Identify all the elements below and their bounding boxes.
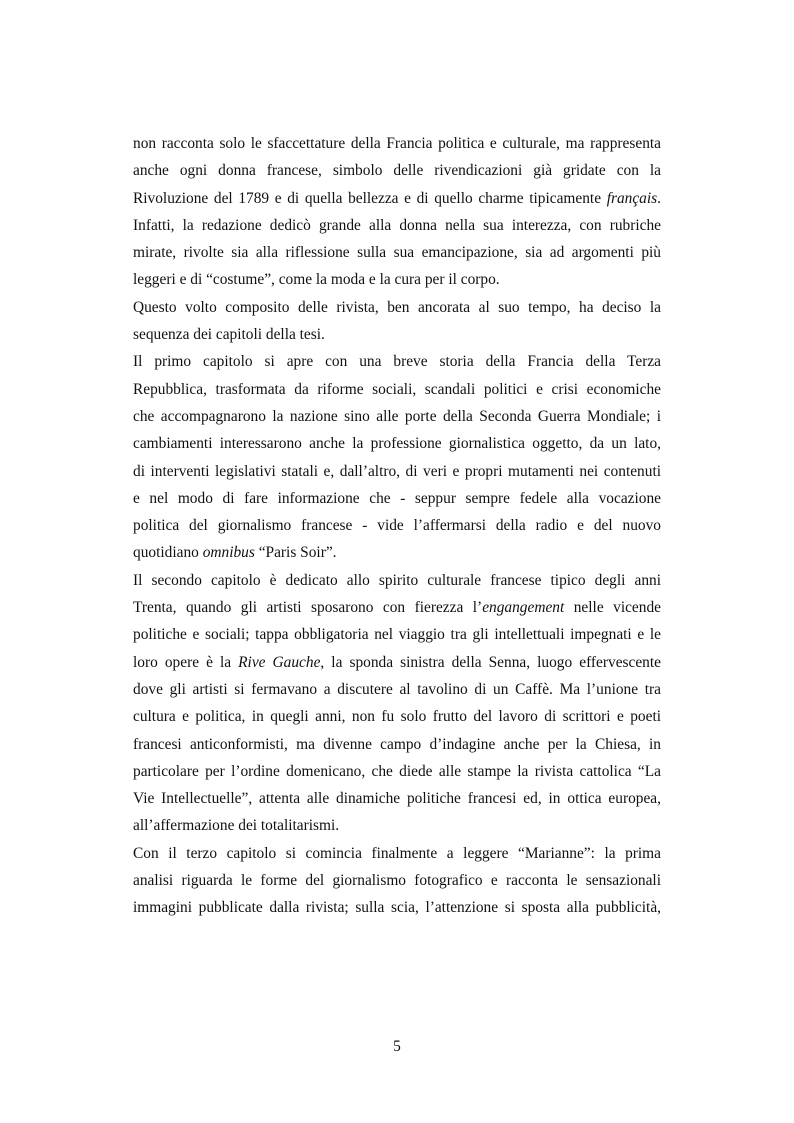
text-run: analisi riguarda le forme del giornalismo fotografico e racconta le sensazionali	[133, 872, 661, 890]
text-line	[133, 812, 661, 839]
text-run: Con il terzo capitolo si comincia finalmente a leggere “Marianne”: la prima	[133, 844, 661, 862]
text-line	[133, 594, 661, 621]
text-run: particolare per l’ordine domenicano, che diede alle stampe la rivista cattolica “La	[133, 762, 661, 780]
text-run: sequenza dei capitoli della tesi.	[133, 326, 325, 344]
text-run: Infatti, la redazione dedicò grande alla donna nella sua interezza, con rubriche	[133, 216, 661, 234]
text-line	[133, 758, 661, 785]
text-run: che accompagnarono la nazione sino alle porte della Seconda Guerra Mondiale; i	[133, 407, 661, 425]
text-run: quotidiano	[133, 544, 203, 562]
text-run: Vie Intellectuelle”, attenta alle dinamiche politiche francesi ed, in ottica europea,	[133, 790, 661, 808]
text-line	[133, 239, 661, 266]
text-run: non racconta solo le sfaccettature della Francia politica e culturale, ma rappresenta	[133, 135, 661, 152]
text-run: e nel modo di fare informazione che - seppur sempre fedele alla vocazione	[133, 489, 661, 507]
text-run: politica del giornalismo francese - vide l’affermarsi della radio e del nuovo	[133, 517, 661, 535]
text-line	[133, 539, 661, 566]
page-number: 5	[393, 1038, 401, 1055]
text-run: nelle vicende	[564, 599, 661, 617]
text-run: cultura e politica, in quegli anni, non fu solo frutto del lavoro di scrittori e poeti	[133, 708, 661, 726]
text-run: dove gli artisti si fermavano a discutere al tavolino di un Caffè. Ma l’unione tra	[133, 680, 661, 698]
text-run: politiche e sociali; tappa obbligatoria nel viaggio tra gli intellettuali impegnati e le	[133, 626, 661, 644]
text-line	[133, 785, 661, 812]
text-run: di interventi legislativi statali e, dall’altro, di veri e propri mutamenti nei contenuti	[133, 462, 661, 480]
text-run: cambiamenti interessarono anche la professione giornalistica oggetto, da un lato,	[133, 435, 661, 453]
text-run: leggeri e di “costume”, come la moda e la cura per il corpo.	[133, 271, 500, 289]
text-line	[133, 294, 661, 321]
text-line	[133, 212, 661, 239]
text-line	[133, 458, 661, 485]
text-line	[133, 867, 661, 894]
text-line	[133, 376, 661, 403]
text-line	[133, 894, 661, 921]
text-line	[133, 840, 661, 867]
text-line	[133, 185, 661, 212]
text-line	[133, 731, 661, 758]
text-run: francesi anticonformisti, ma divenne campo d’indagine anche per la Chiesa, in	[133, 735, 661, 753]
text-line	[133, 130, 661, 157]
text-line	[133, 266, 661, 293]
italic-text: omnibus	[202, 544, 255, 562]
text-run: “Paris Soir”.	[254, 544, 337, 562]
text-line	[133, 621, 661, 648]
text-run: Il secondo capitolo è dedicato allo spirito culturale francese tipico degli anni	[133, 571, 661, 589]
text-run: .	[657, 189, 661, 207]
text-run: Questo volto composito delle rivista, ben ancorata al suo tempo, ha deciso la	[133, 298, 661, 316]
italic-text: Rive Gauche	[238, 653, 321, 671]
italic-text: engangement	[482, 599, 565, 617]
text-line	[133, 430, 661, 457]
text-run: mirate, rivolte sia alla riflessione sulla sua emancipazione, sia ad argomenti più	[133, 244, 661, 262]
text-run: loro opere è la	[133, 653, 239, 671]
text-line	[133, 403, 661, 430]
body-text	[133, 130, 661, 922]
text-line	[133, 157, 661, 184]
text-run: Repubblica, trasformata da riforme sociali, scandali politici e crisi economiche	[133, 380, 661, 398]
text-run: anche ogni donna francese, simbolo delle rivendicazioni già gridate con la	[133, 162, 661, 180]
text-run: , la sponda sinistra della Senna, luogo effervescente	[320, 653, 661, 671]
text-run: Il primo capitolo si apre con una breve storia della Francia della Terza	[133, 353, 661, 371]
text-line	[133, 485, 661, 512]
italic-text: français	[606, 189, 658, 207]
text-line	[133, 512, 661, 539]
text-line	[133, 567, 661, 594]
text-line	[133, 649, 661, 676]
text-run: Rivoluzione del 1789 e di quella bellezza e di quello charme tipicamente	[133, 189, 607, 207]
text-line	[133, 348, 661, 375]
text-run: immagini pubblicate dalla rivista; sulla scia, l’attenzione si sposta alla pubblicità,	[133, 899, 661, 917]
text-line	[133, 676, 661, 703]
text-run: Trenta, quando gli artisti sposarono con fierezza l’	[133, 599, 483, 617]
text-line	[133, 321, 661, 348]
text-run: all’affermazione dei totalitarismi.	[133, 817, 340, 835]
text-line	[133, 703, 661, 730]
